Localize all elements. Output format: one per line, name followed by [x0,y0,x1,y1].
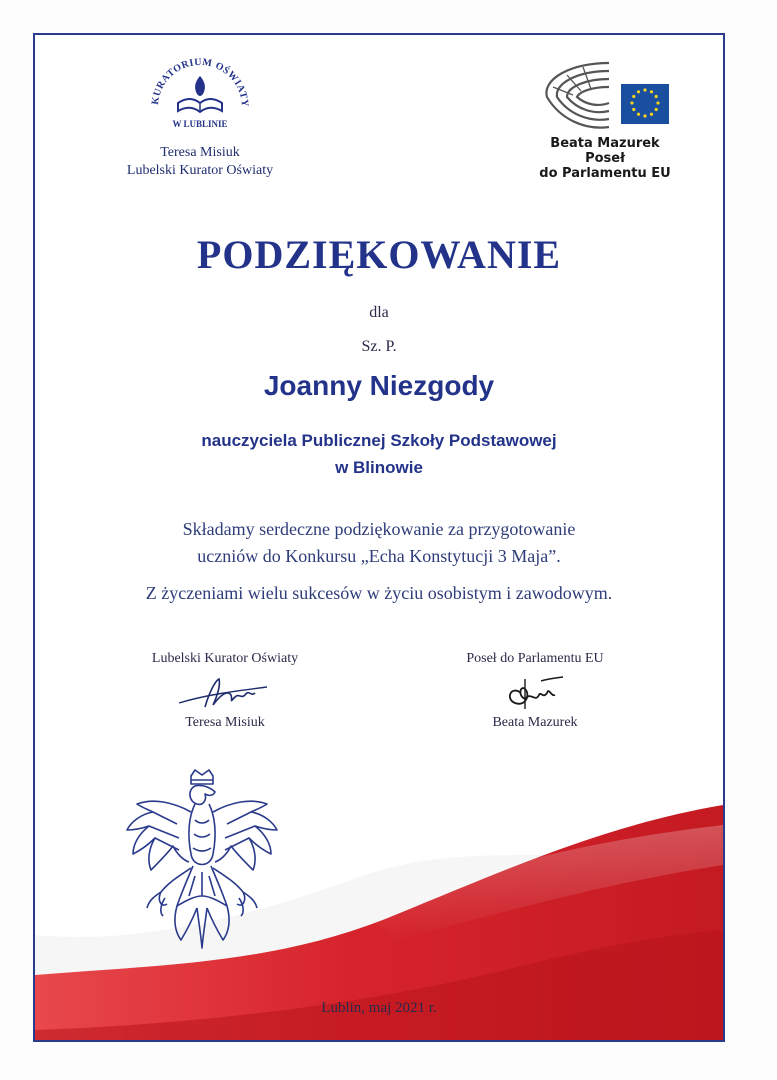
signature-right-title: Poseł do Parlamentu EU [466,651,604,666]
recipient-name: Joanny Niezgody [263,370,495,401]
signature-left-title: Lubelski Kurator Oświaty [151,651,299,666]
signature-scribble-left [175,673,275,713]
signature-block-right [405,651,665,731]
svg-text:KURATORIUM OŚWIATY: KURATORIUM OŚWIATY [150,56,250,108]
body-line-3: Z życzeniami wielu sukcesów w życiu osobistym i zawodowym. [145,583,613,603]
kurator-name: Teresa Misiuk [160,145,240,160]
for-label: dla [369,304,389,321]
parliament-header [505,57,705,181]
kuratorium-header [75,51,325,180]
svg-text:W LUBLINIE: W LUBLINIE [172,119,228,129]
honorific: Sz. P. [361,338,397,355]
kuratorium-logo [150,51,250,133]
european-parliament-logo [539,57,671,131]
signature-left-name: Teresa Misiuk [185,715,265,730]
body-line-2: uczniów do Konkursu „Echa Konstytucji 3 Maja”. [197,546,561,566]
mep-name: Beata Mazurek [550,136,660,151]
certificate-frame [33,33,725,1042]
body-line-1: Składamy serdeczne podziękowanie za przygotowanie [182,519,576,539]
signature-block-left [95,651,355,731]
certificate-title: PODZIĘKOWANIE [196,232,562,277]
kurator-role: Lubelski Kurator Oświaty [126,163,274,178]
signature-scribble-right [485,673,585,717]
polish-eagle-emblem [117,768,287,958]
mep-role-line1: Poseł [585,151,625,166]
recipient-role-line1: nauczyciela Publicznej Szkoły Podstawowej [201,431,557,450]
recipient-role-line2: w Blinowie [335,458,423,477]
signature-right-name: Beata Mazurek [492,715,578,730]
issue-date: Lublin, maj 2021 r. [321,1000,437,1016]
certificate-body [35,516,723,607]
mep-role-line2: do Parlamentu EU [539,166,671,181]
recipient-role [35,427,723,481]
